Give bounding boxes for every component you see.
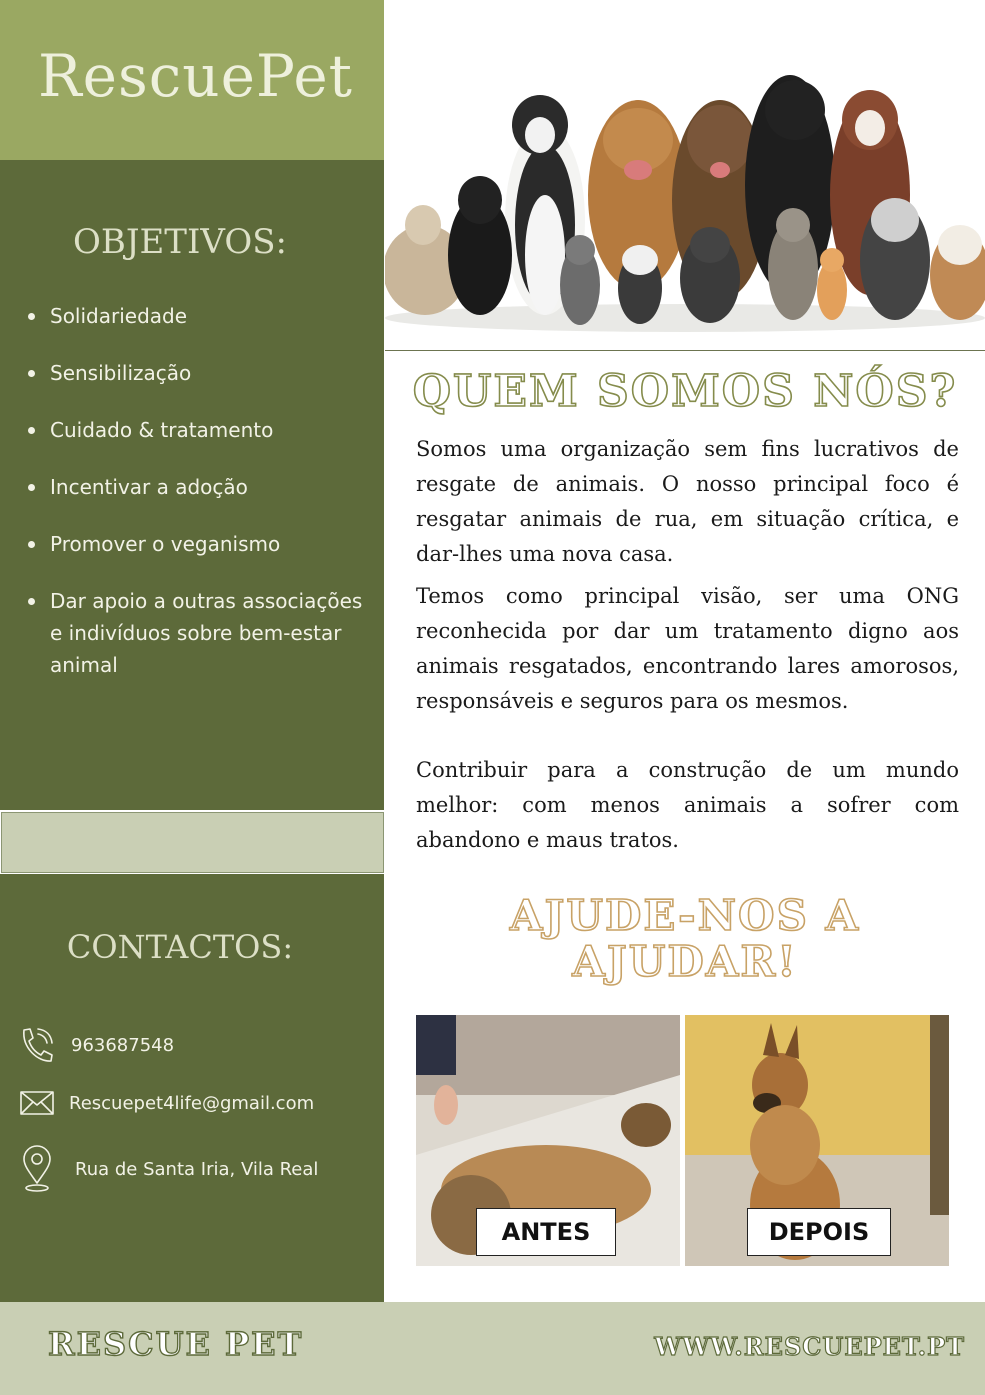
help-title: AJUDE-NOS A AJUDAR! [509,891,861,986]
about-title: QUEM SOMOS NÓS? [412,366,958,417]
contact-phone [18,1026,174,1064]
phone-icon [18,1026,54,1064]
address-text: Rua de Santa Iria, Vila Real [75,1158,319,1180]
after-label: DEPOIS [747,1208,891,1256]
objectives-list [22,300,374,706]
contact-address [22,1145,318,1193]
contacts-title: CONTACTOS: [66,928,294,966]
footer-brand: RESCUE PET [48,1325,304,1363]
objective-item: Cuidado & tratamento [22,414,374,446]
email-address[interactable]: Rescuepet4life@gmail.com [69,1092,315,1114]
objective-item: Promover o veganismo [22,528,374,560]
contact-email [20,1091,314,1115]
hero-divider [385,350,985,351]
before-label: ANTES [476,1208,616,1256]
website-link[interactable]: WWW.RESCUEPET.PT [654,1332,965,1361]
objective-item: Sensibilização [22,357,374,389]
about-paragraph-2: Temos como principal visão, ser uma ONG reconhecida por dar um tratamento digno aos animais resgatados, encontrando lares amorosos, responsáveis e seguros para os mesmos. [416,584,959,713]
objective-item: Incentivar a adoção [22,471,374,503]
phone-number[interactable]: 963687548 [71,1034,175,1056]
pets-group-photo [385,20,985,350]
location-pin-icon [22,1145,52,1193]
objective-item: Solidariedade [22,300,374,332]
about-paragraph-3: Contribuir para a construção de um mundo melhor: com menos animais a sofrer com abandono e maus tratos. [416,758,959,852]
after-photo [685,1015,949,1266]
mail-icon [20,1091,54,1115]
about-paragraph-1: Somos uma organização sem fins lucrativos de resgate de animais. O nosso principal foco é resgatar animais de rua, em situação crítica, e dar-lhes uma nova casa. [416,437,959,566]
brand-title: RescuePet [38,42,353,110]
objectives-title: OBJETIVOS: [73,222,287,262]
objective-item: Dar apoio a outras associações e indivíduos sobre bem-estar animal [22,585,374,681]
divider-band [1,812,384,873]
before-photo [416,1015,680,1266]
